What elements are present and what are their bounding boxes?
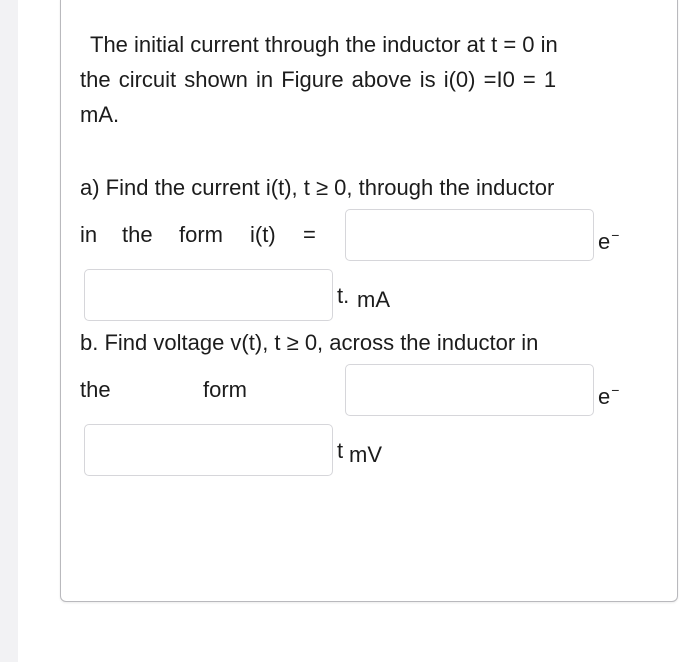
part-b-exponential (598, 377, 619, 410)
part-b-exp-minus: − (611, 382, 620, 398)
part-a-rate-input[interactable] (84, 269, 333, 321)
part-a-exponential (598, 222, 619, 255)
part-b-unit: mV (349, 442, 382, 467)
intro-line-2: the circuit shown in Figure above is i(0) =I0 = 1 (80, 67, 557, 92)
left-margin-strip (0, 0, 18, 662)
part-a-equals: = (303, 222, 316, 247)
part-b-exp-base: e (598, 384, 611, 409)
part-a-word-in: in (80, 222, 98, 247)
intro-line-1: The initial current through the inductor at t = 0 in (90, 32, 558, 57)
part-a-it-label: i(t) (250, 222, 276, 247)
part-a-exp-base: e (598, 229, 611, 254)
part-b-word-form: form (203, 377, 247, 402)
part-a-word-the: the (122, 222, 153, 247)
intro-line-3: mA. (80, 102, 120, 127)
part-a-word-form: form (179, 222, 223, 247)
part-a-suffix-t: t. (337, 283, 350, 308)
part-a-coefficient-input[interactable] (345, 209, 594, 261)
part-b-suffix-t: t (337, 438, 344, 463)
part-a-question: a) Find the current i(t), t ≥ 0, through the inductor (80, 175, 555, 200)
part-a-exp-minus: − (611, 227, 620, 243)
part-b-question: b. Find voltage v(t), t ≥ 0, across the inductor in (80, 330, 539, 355)
part-a-unit: mA (357, 287, 390, 312)
part-b-word-the: the (80, 377, 111, 402)
part-b-rate-input[interactable] (84, 424, 333, 476)
part-b-coefficient-input[interactable] (345, 364, 594, 416)
